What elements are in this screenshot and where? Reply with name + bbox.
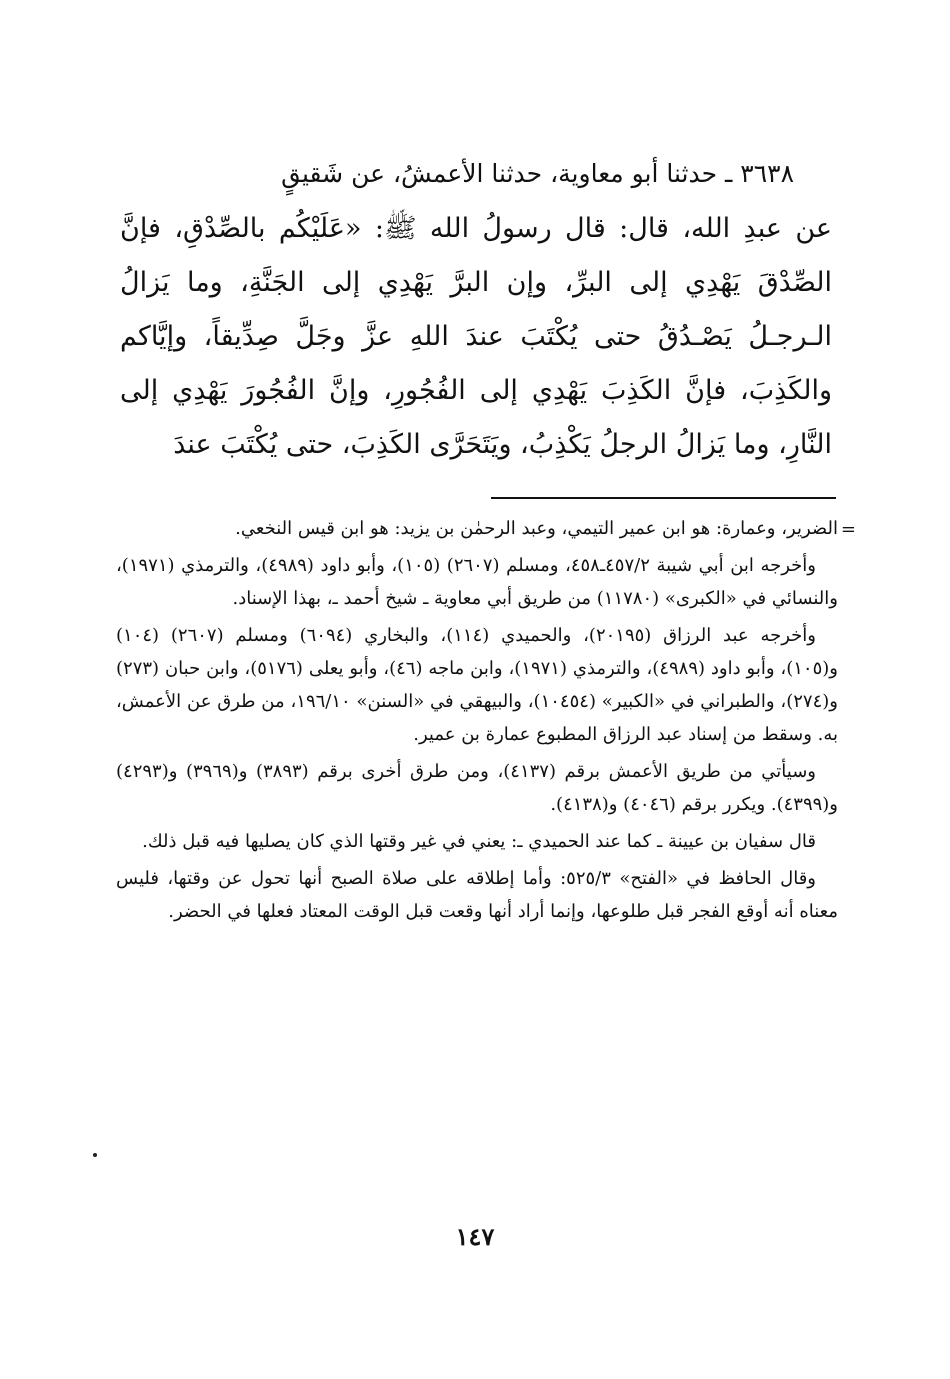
footnote-separator [491,497,836,499]
hadith-body: عن عبدِ الله، قال: قال رسولُ الله ﷺ: «عَلَيْكُم بالصِّدْقِ، فإنَّ الصِّدْقَ يَهْدِي إلى البرِّ، وإن البرَّ يَهْدِي إلى الجَنَّةِ، وما يَزالُ الـرجـلُ يَصْـدُقُ حتى يُكْتَبَ عندَ اللهِ عزَّ وجَلَّ صِدِّيقاً، وإيَّاكم والكَذِبَ، فإنَّ الكَذِبَ يَهْدِي إلى الفُجُورِ، وإنَّ الفُجُورَ يَهْدِي إلى النَّارِ، وما يَزالُ الرجلُ يَكْذِبُ، ويَتَحَرَّى الكَذِبَ، حتى يُكْتَبَ عندَ [120,213,832,460]
footnote-paragraph-1: الضرير، وعمارة: هو ابن عمير التيمي، وعبد الرحمٰن بن يزيد: هو ابن قيس النخعي. [235,518,838,539]
footnote-paragraph-6: وقال الحافظ في «الفتح» ٥٢٥/٣: وأما إطلاقه على صلاة الصبح أنها تحول عن وقتها، فليس معناه أنه أوقع الفجر قبل طلوعها، وإنما أراد أنها وقعت قبل الوقت المعتاد فعلها في الحضر. [116,868,838,922]
footnote-continuation-mark: = [840,519,856,540]
hadith-chain-header: ٣٦٣٨ ـ حدثنا أبو معاوية، حدثنا الأعمشُ، عن شَقيقٍ [281,159,794,188]
footnotes-block [116,512,838,932]
margin-dot [93,1153,97,1157]
footnote-paragraph-3: وأخرجه عبد الرزاق (٢٠١٩٥)، والحميدي (١١٤)، والبخاري (٦٠٩٤) ومسلم (٢٦٠٧) (١٠٤) و(١٠٥)، وأبو داود (٤٩٨٩)، والترمذي (١٩٧١)، وابن ماجه (٤٦)، وأبو يعلى (٥١٧٦)، وابن حبان (٢٧٣) و(٢٧٤)، والطبراني في «الكبير» (١٠٤٥٤)، والبيهقي في «السنن» ١٩٦/١٠، من طرق عن الأعمش، به. وسقط من إسناد عبد الرزاق المطبوع عمارة بن عمير. [116,625,838,745]
footnote-paragraph-5: قال سفيان بن عيينة ـ كما عند الحميدي ـ: يعني في غير وقتها الذي كان يصليها فيه قبل ذلك. [142,831,816,852]
page-number: ١٤٧ [455,1222,495,1251]
footnote-paragraph-4: وسيأتي من طريق الأعمش برقم (٤١٣٧)، ومن طرق أخرى برقم (٣٨٩٣) و(٣٩٦٩) و(٤٢٩٣) و(٤٣٩٩). ويكرر برقم (٤٠٤٦) و(٤١٣٨). [116,761,838,815]
hadith-text-block [120,152,832,472]
footnote-paragraph-2: وأخرجه ابن أبي شيبة ٤٥٧/٢ـ٤٥٨، ومسلم (٢٦٠٧) (١٠٥)، وأبو داود (٤٩٨٩)، والترمذي (١٩٧١)، والنسائي في «الكبرى» (١١٧٨٠) من طريق أبي معاوية ـ شيخ أحمد ـ، بهذا الإسناد. [116,555,838,609]
